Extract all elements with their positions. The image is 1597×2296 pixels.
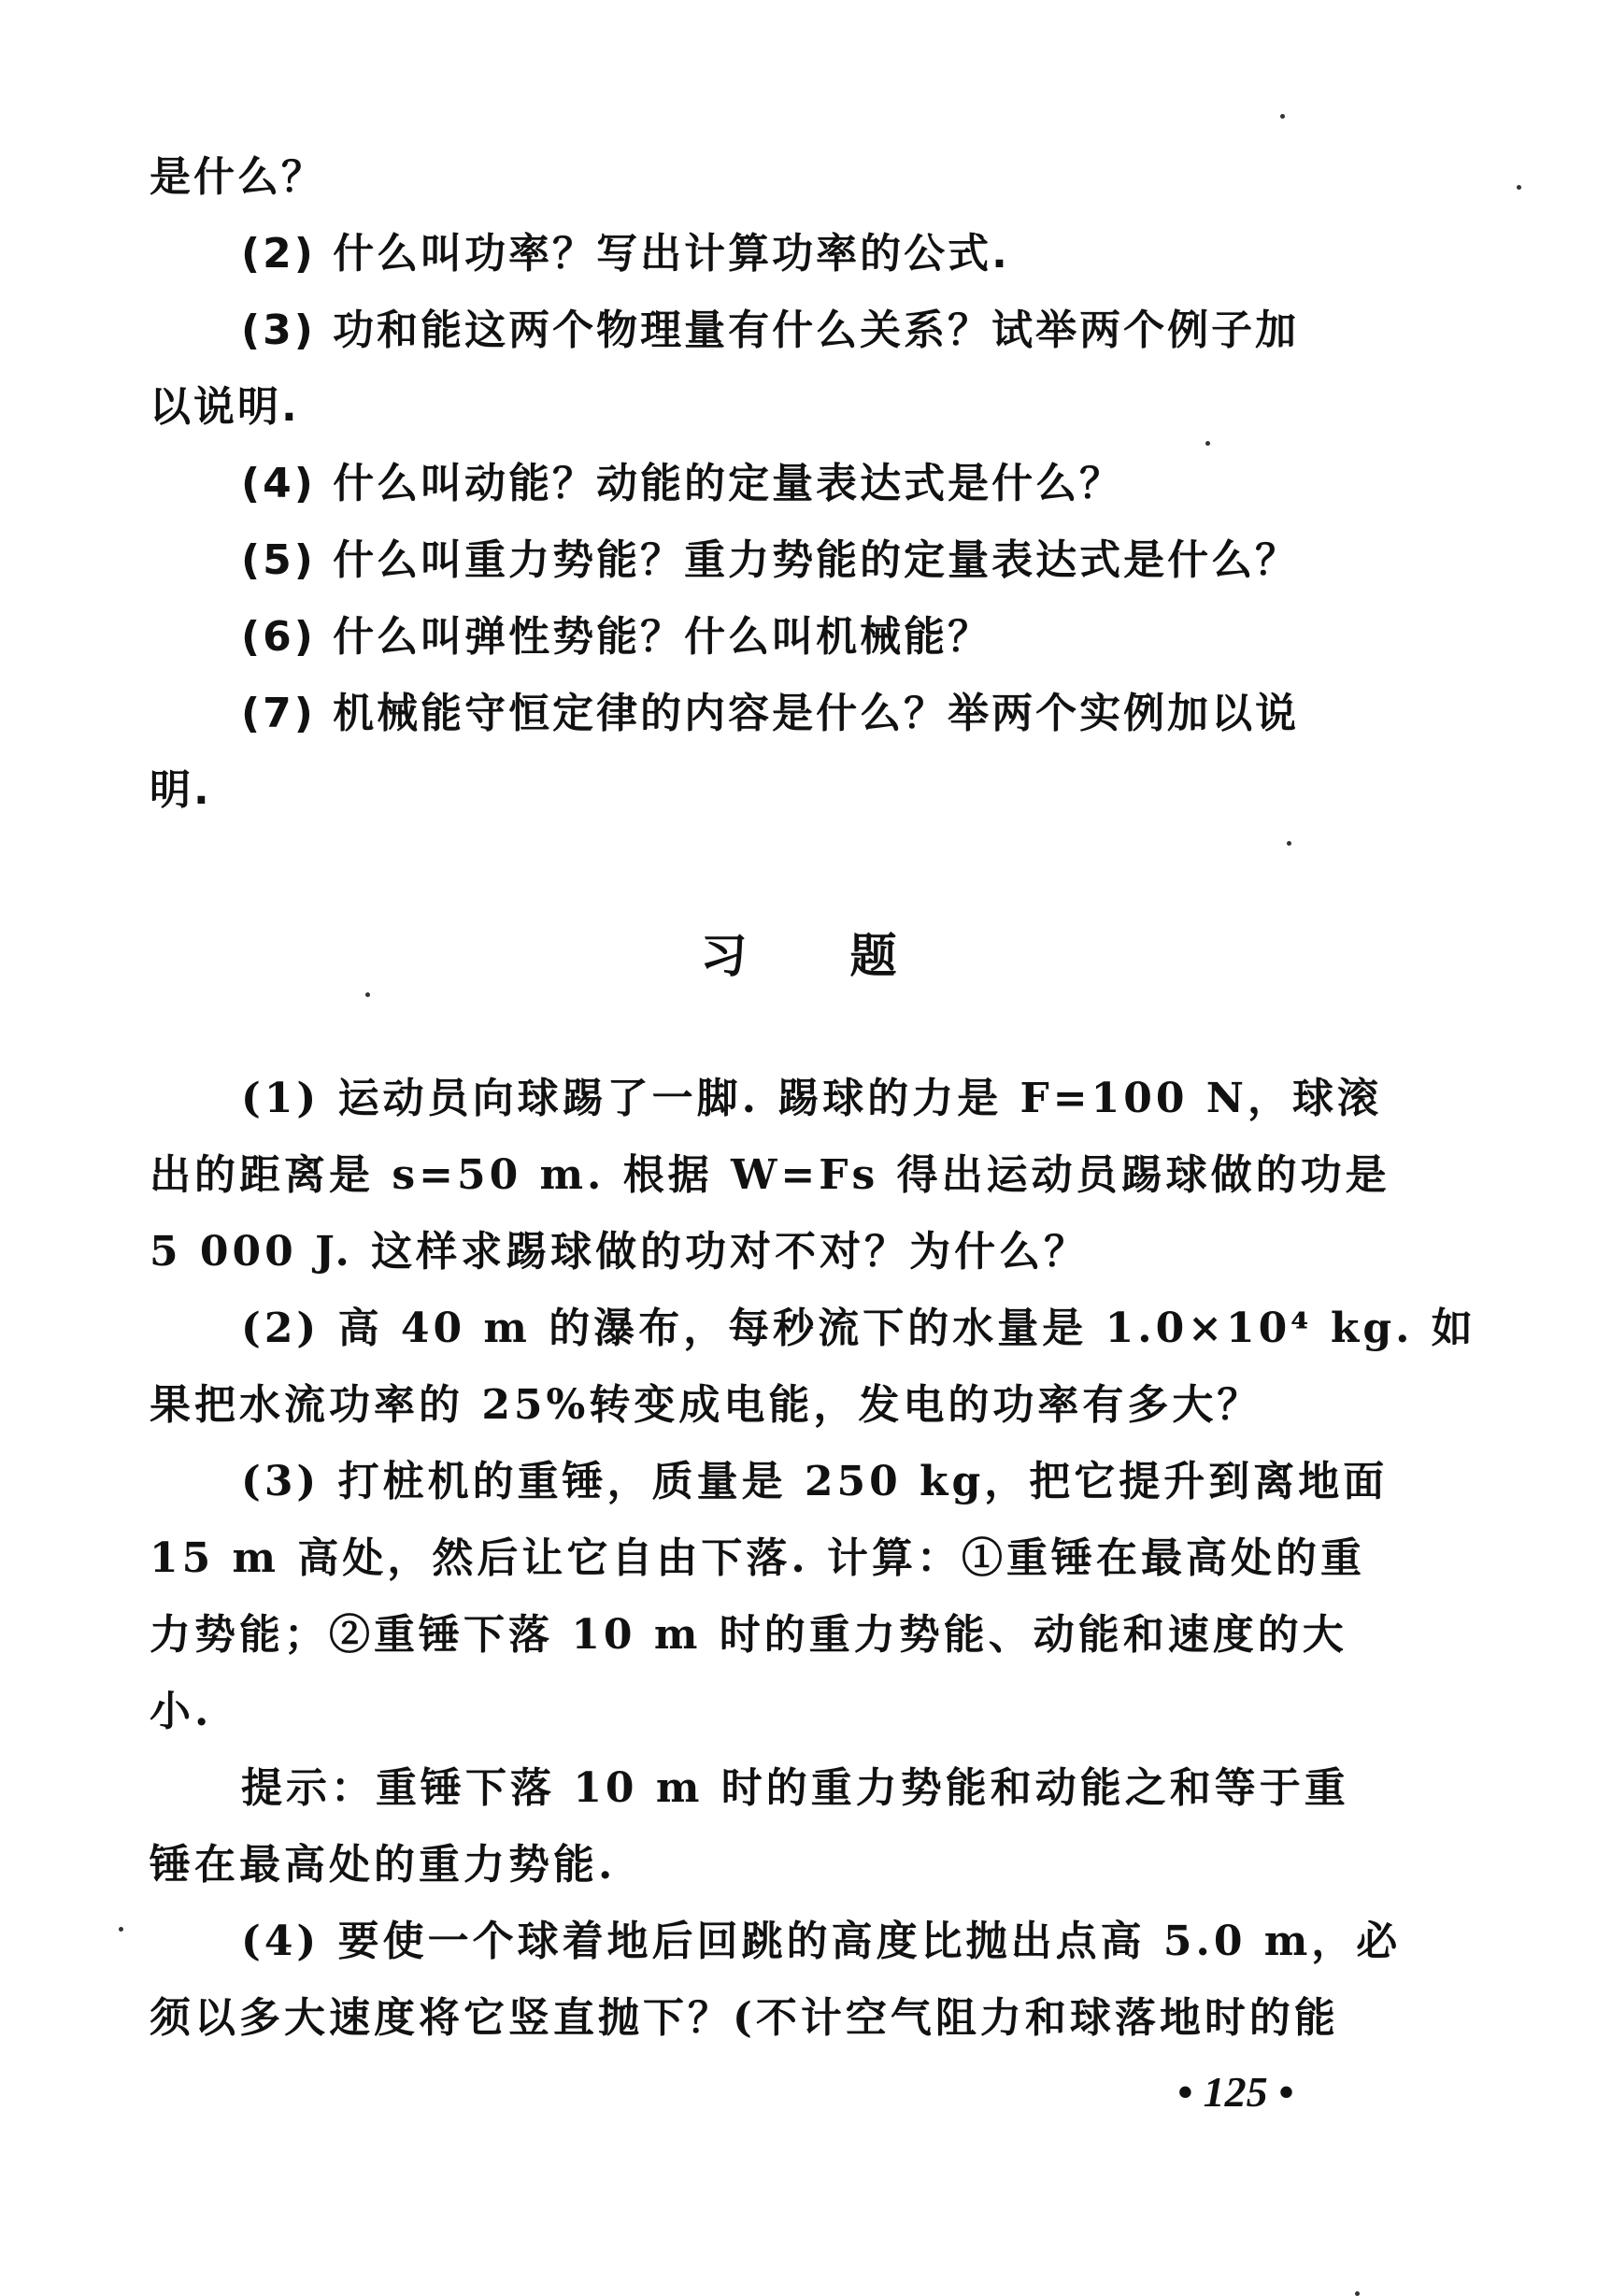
review-line-1: 是什么？ [150,153,325,201]
review-question-3: (3) 功和能这两个物理量有什么关系？试举两个例子加 [241,307,1300,354]
review-question-7: (7) 机械能守恒定律的内容是什么？举两个实例加以说 [241,690,1300,737]
exercise-4: (4) 要使一个球着地后回跳的高度比抛出点高 5.0 m，必 [241,1918,1402,1965]
exercise-1-cont-1: 出的距离是 s=50 m. 根据 W=Fs 得出运动员踢球做的功是 [150,1151,1390,1199]
exercise-3-hint: 提示：重锤下落 10 m 时的重力势能和动能之和等于重 [241,1764,1349,1812]
exercise-3-cont-2: 力势能；②重锤下落 10 m 时的重力势能、动能和速度的大 [150,1611,1347,1659]
exercise-3-cont-3: 小. [150,1688,213,1735]
exercise-1-cont-2: 5 000 J. 这样求踢球做的功对不对？为什么？ [150,1228,1090,1276]
exercise-3: (3) 打桩机的重锤，质量是 250 kg，把它提升到离地面 [241,1458,1389,1505]
scan-speck [1517,185,1521,190]
review-question-6: (6) 什么叫弹性势能？什么叫机械能？ [241,613,992,661]
scan-speck [365,992,370,997]
exercise-4-cont: 须以多大速度将它竖直抛下？(不计空气阻力和球落地时的能 [150,1994,1339,2042]
scan-speck [1205,441,1210,446]
page-number: • 125 • [1177,2068,1294,2116]
review-question-3-cont: 以说明. [150,383,300,431]
review-question-5: (5) 什么叫重力势能？重力势能的定量表达式是什么？ [241,536,1300,584]
review-question-4: (4) 什么叫动能？动能的定量表达式是什么？ [241,460,1124,507]
review-question-2: (2) 什么叫功率？写出计算功率的公式. [241,230,1010,278]
scan-speck [1280,114,1285,119]
exercises-heading: 习题 [700,928,1000,983]
exercise-3-hint-cont: 锤在最高处的重力势能. [150,1841,617,1889]
exercise-2: (2) 高 40 m 的瀑布，每秒流下的水量是 1.0×10⁴ kg. 如 [241,1305,1476,1352]
scan-speck [1355,2291,1360,2296]
exercise-3-cont-1: 15 m 高处，然后让它自由下落. 计算：①重锤在最高处的重 [150,1534,1366,1582]
scan-speck [119,1927,123,1932]
exercise-1: (1) 运动员向球踢了一脚. 踢球的力是 F=100 N，球滚 [241,1075,1383,1122]
review-question-7-cont: 明. [150,766,212,814]
exercise-2-cont: 果把水流功率的 25%转变成电能，发电的功率有多大？ [150,1381,1262,1429]
scan-speck [1287,841,1291,846]
